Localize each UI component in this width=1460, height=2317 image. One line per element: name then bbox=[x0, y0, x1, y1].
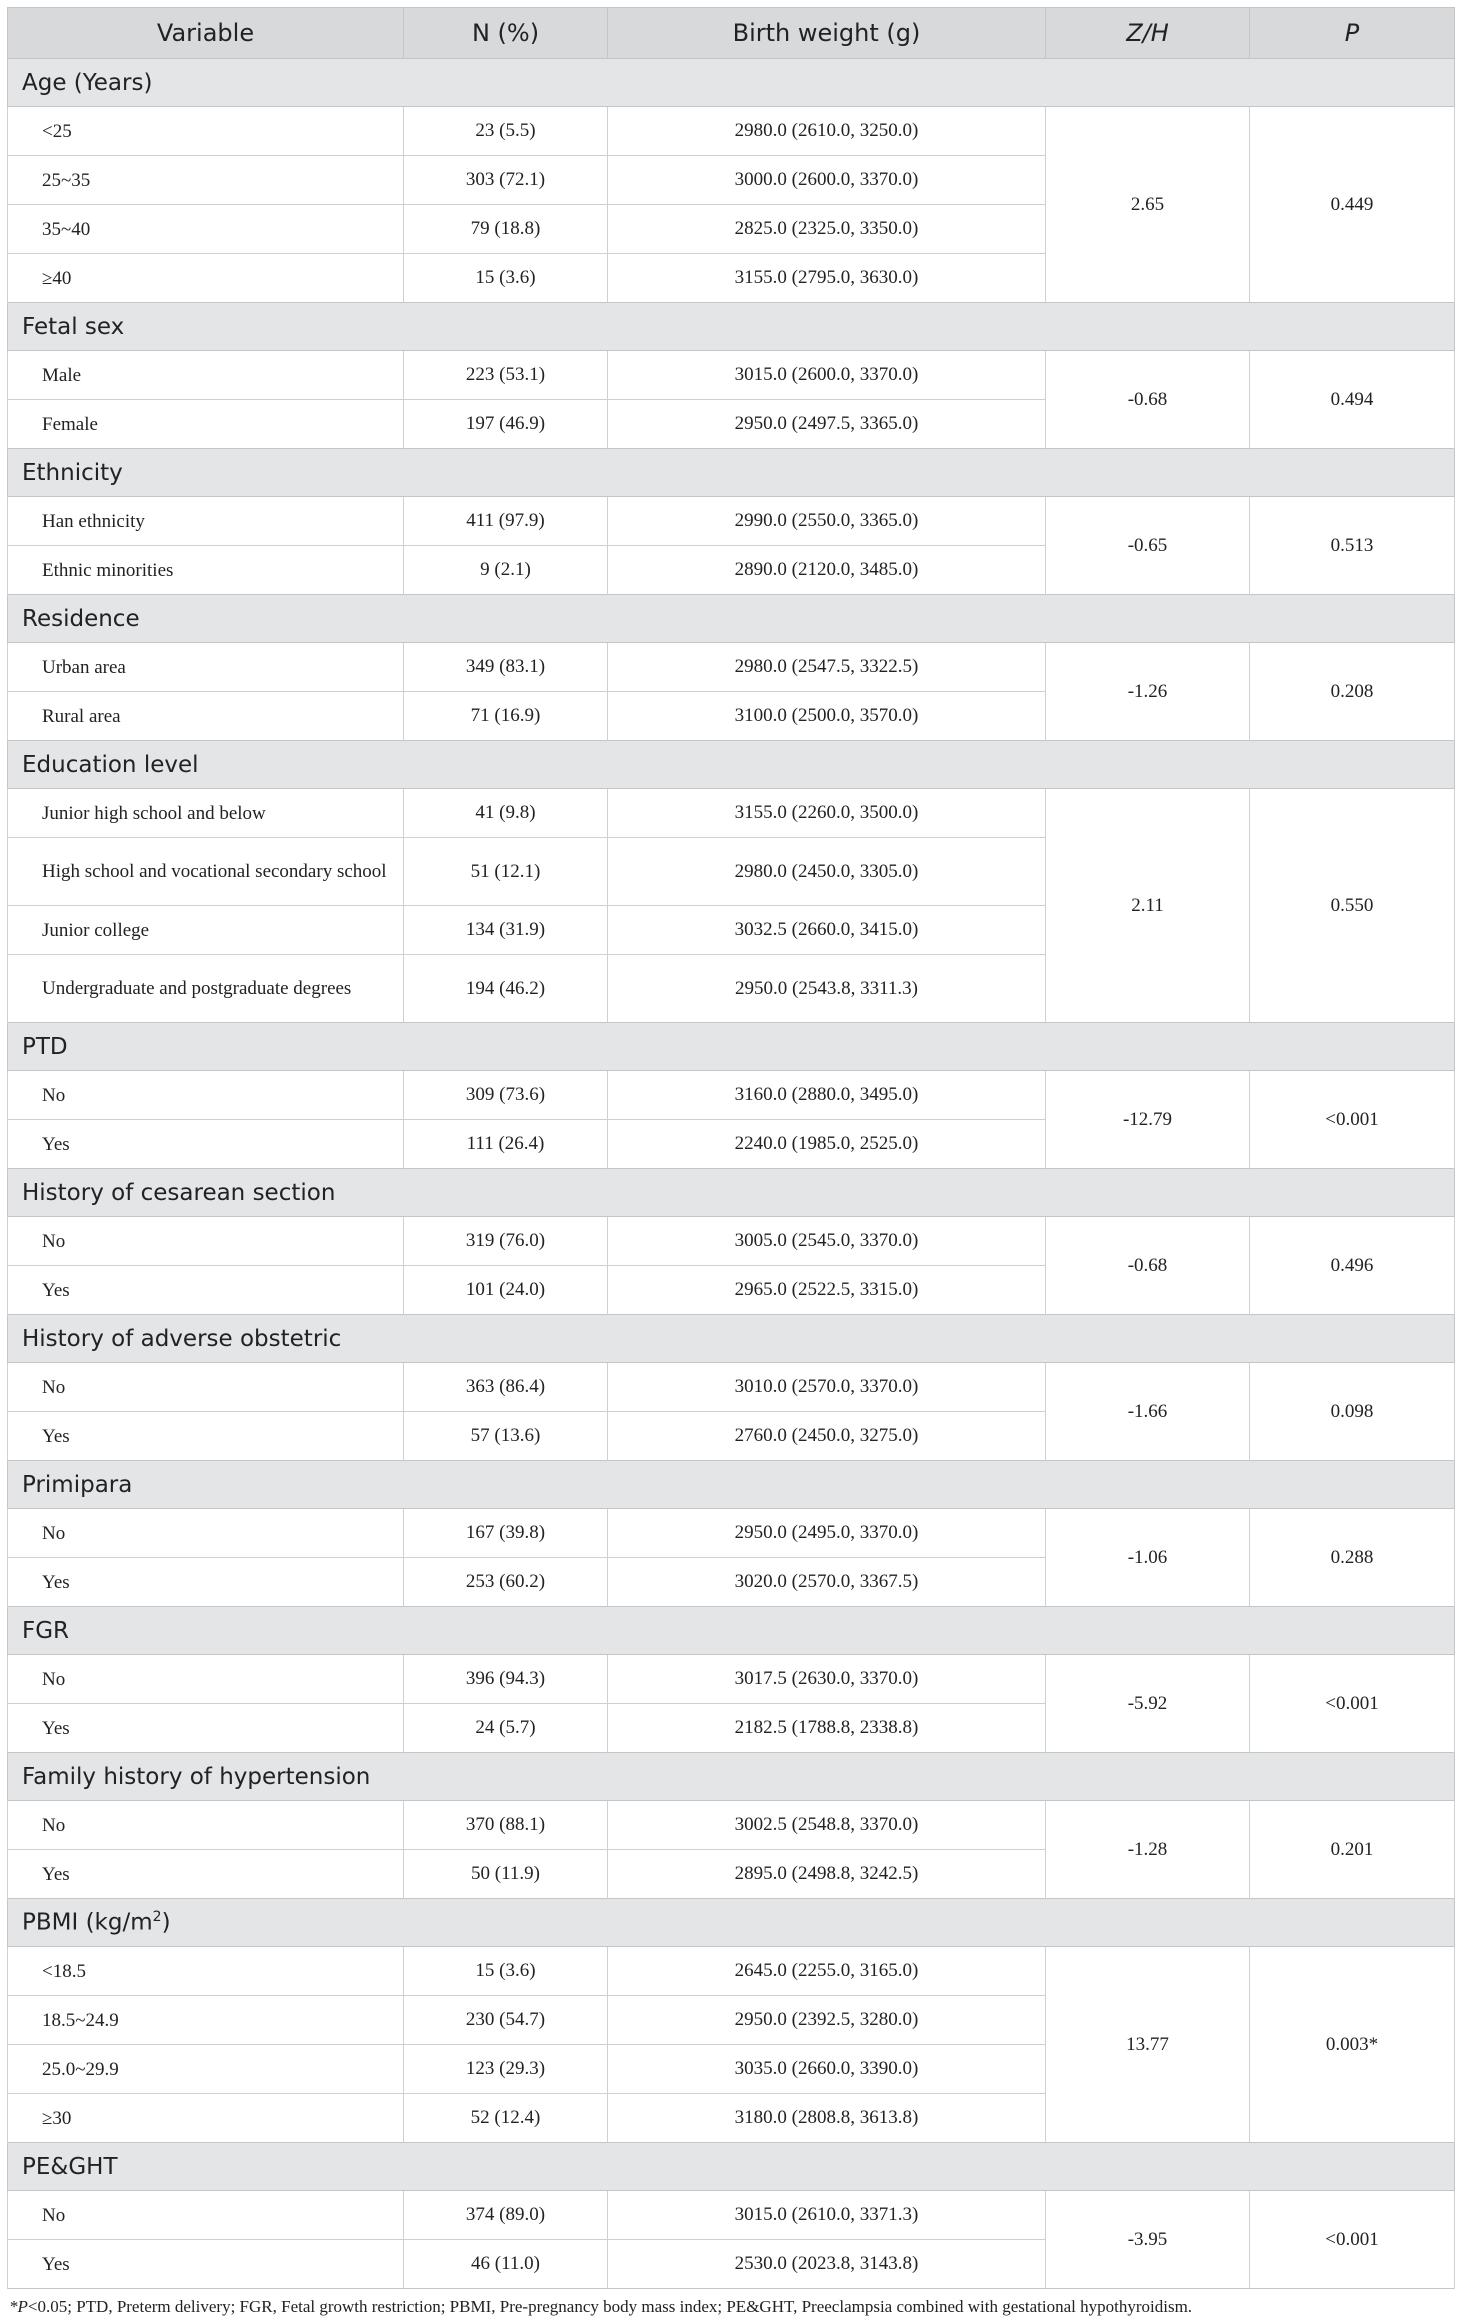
row-label: <25 bbox=[8, 107, 404, 156]
row-birth-weight: 2980.0 (2610.0, 3250.0) bbox=[608, 107, 1046, 156]
row-label: No bbox=[8, 1801, 404, 1850]
row-n-percent: 51 (12.1) bbox=[404, 838, 608, 906]
row-label: No bbox=[8, 1655, 404, 1704]
row-label: Undergraduate and postgraduate degrees bbox=[8, 955, 404, 1023]
row-label: Yes bbox=[8, 2240, 404, 2289]
group-p-value: 0.201 bbox=[1250, 1801, 1455, 1899]
row-birth-weight: 2950.0 (2495.0, 3370.0) bbox=[608, 1509, 1046, 1558]
row-n-percent: 303 (72.1) bbox=[404, 156, 608, 205]
row-birth-weight: 3155.0 (2795.0, 3630.0) bbox=[608, 254, 1046, 303]
group-z-h-value: -0.65 bbox=[1046, 497, 1250, 595]
group-title-superscript: 2 bbox=[152, 1909, 162, 1926]
row-birth-weight: 2950.0 (2497.5, 3365.0) bbox=[608, 400, 1046, 449]
group-row bbox=[8, 595, 1455, 643]
header-p: P bbox=[1250, 8, 1455, 59]
group-title bbox=[8, 303, 1455, 351]
row-label: Female bbox=[8, 400, 404, 449]
row-n-percent: 194 (46.2) bbox=[404, 955, 608, 1023]
table-row bbox=[8, 643, 1455, 692]
row-label: 35~40 bbox=[8, 205, 404, 254]
row-n-percent: 111 (26.4) bbox=[404, 1120, 608, 1169]
header-n: N (%) bbox=[404, 8, 608, 59]
row-label: Urban area bbox=[8, 643, 404, 692]
row-label: 25.0~29.9 bbox=[8, 2045, 404, 2094]
table-row bbox=[8, 789, 1455, 838]
row-birth-weight: 3000.0 (2600.0, 3370.0) bbox=[608, 156, 1046, 205]
row-n-percent: 309 (73.6) bbox=[404, 1071, 608, 1120]
row-label: Junior college bbox=[8, 906, 404, 955]
row-label: Ethnic minorities bbox=[8, 546, 404, 595]
group-p-value: 0.513 bbox=[1250, 497, 1455, 595]
group-z-h-value: -1.66 bbox=[1046, 1363, 1250, 1461]
row-birth-weight: 2980.0 (2450.0, 3305.0) bbox=[608, 838, 1046, 906]
row-label: Rural area bbox=[8, 692, 404, 741]
group-title bbox=[8, 1753, 1455, 1801]
group-title-text: Age (Years) bbox=[22, 69, 153, 96]
row-n-percent: 79 (18.8) bbox=[404, 205, 608, 254]
group-z-h-value: -5.92 bbox=[1046, 1655, 1250, 1753]
row-birth-weight: 3017.5 (2630.0, 3370.0) bbox=[608, 1655, 1046, 1704]
group-row bbox=[8, 2143, 1455, 2191]
group-p-value: <0.001 bbox=[1250, 1655, 1455, 1753]
row-n-percent: 363 (86.4) bbox=[404, 1363, 608, 1412]
row-n-percent: 396 (94.3) bbox=[404, 1655, 608, 1704]
table-row bbox=[8, 1509, 1455, 1558]
row-birth-weight: 2990.0 (2550.0, 3365.0) bbox=[608, 497, 1046, 546]
row-n-percent: 50 (11.9) bbox=[404, 1850, 608, 1899]
row-birth-weight: 2965.0 (2522.5, 3315.0) bbox=[608, 1266, 1046, 1315]
group-title-text: PTD bbox=[22, 1033, 68, 1060]
row-label: Han ethnicity bbox=[8, 497, 404, 546]
row-birth-weight: 3100.0 (2500.0, 3570.0) bbox=[608, 692, 1046, 741]
group-p-value: 0.098 bbox=[1250, 1363, 1455, 1461]
row-label: Yes bbox=[8, 1412, 404, 1461]
group-title-text: History of cesarean section bbox=[22, 1179, 336, 1206]
row-label: 18.5~24.9 bbox=[8, 1996, 404, 2045]
table-row bbox=[8, 351, 1455, 400]
row-n-percent: 411 (97.9) bbox=[404, 497, 608, 546]
group-z-h-value: -1.28 bbox=[1046, 1801, 1250, 1899]
table-row bbox=[8, 497, 1455, 546]
table-row bbox=[8, 1363, 1455, 1412]
row-birth-weight: 2240.0 (1985.0, 2525.0) bbox=[608, 1120, 1046, 1169]
group-z-h-value: 2.65 bbox=[1046, 107, 1250, 303]
group-title bbox=[8, 1607, 1455, 1655]
group-title bbox=[8, 59, 1455, 107]
group-title bbox=[8, 1461, 1455, 1509]
group-title-text: Fetal sex bbox=[22, 313, 125, 340]
row-birth-weight: 3155.0 (2260.0, 3500.0) bbox=[608, 789, 1046, 838]
row-n-percent: 15 (3.6) bbox=[404, 254, 608, 303]
row-n-percent: 167 (39.8) bbox=[404, 1509, 608, 1558]
group-p-value: <0.001 bbox=[1250, 1071, 1455, 1169]
row-birth-weight: 3005.0 (2545.0, 3370.0) bbox=[608, 1217, 1046, 1266]
row-label: High school and vocational secondary school bbox=[8, 838, 404, 906]
row-birth-weight: 3035.0 (2660.0, 3390.0) bbox=[608, 2045, 1046, 2094]
row-birth-weight: 2645.0 (2255.0, 3165.0) bbox=[608, 1947, 1046, 1996]
row-label: No bbox=[8, 2191, 404, 2240]
row-birth-weight: 3160.0 (2880.0, 3495.0) bbox=[608, 1071, 1046, 1120]
table-row bbox=[8, 1071, 1455, 1120]
group-row bbox=[8, 449, 1455, 497]
header-birth-weight: Birth weight (g) bbox=[608, 8, 1046, 59]
row-birth-weight: 2895.0 (2498.8, 3242.5) bbox=[608, 1850, 1046, 1899]
row-n-percent: 41 (9.8) bbox=[404, 789, 608, 838]
group-title-text: FGR bbox=[22, 1617, 70, 1644]
row-n-percent: 123 (29.3) bbox=[404, 2045, 608, 2094]
row-label: ≥40 bbox=[8, 254, 404, 303]
group-row bbox=[8, 1753, 1455, 1801]
group-p-value: 0.494 bbox=[1250, 351, 1455, 449]
table-body bbox=[8, 59, 1455, 2289]
group-p-value: <0.001 bbox=[1250, 2191, 1455, 2289]
row-label: Yes bbox=[8, 1120, 404, 1169]
group-title-text: Family history of hypertension bbox=[22, 1763, 371, 1790]
header-z-h: Z/H bbox=[1046, 8, 1250, 59]
group-row bbox=[8, 1607, 1455, 1655]
footnote-p: *P bbox=[9, 2297, 28, 2316]
row-label: Yes bbox=[8, 1266, 404, 1315]
row-label: Yes bbox=[8, 1850, 404, 1899]
group-title bbox=[8, 449, 1455, 497]
row-birth-weight: 3032.5 (2660.0, 3415.0) bbox=[608, 906, 1046, 955]
footnote-text: <0.05; PTD, Preterm delivery; FGR, Fetal growth restriction; PBMI, Pre-pregnancy body mass index; PE&GHT, Preeclampsia combined with gestational hypothyroidism. bbox=[27, 2297, 1193, 2316]
table-row bbox=[8, 1947, 1455, 1996]
group-z-h-value: -3.95 bbox=[1046, 2191, 1250, 2289]
row-n-percent: 52 (12.4) bbox=[404, 2094, 608, 2143]
group-title-text: History of adverse obstetric bbox=[22, 1325, 342, 1352]
row-label: <18.5 bbox=[8, 1947, 404, 1996]
row-label: Junior high school and below bbox=[8, 789, 404, 838]
table-container bbox=[7, 7, 1454, 2317]
row-label: No bbox=[8, 1509, 404, 1558]
group-title bbox=[8, 1899, 1455, 1947]
group-row bbox=[8, 59, 1455, 107]
row-n-percent: 223 (53.1) bbox=[404, 351, 608, 400]
header-variable: Variable bbox=[8, 8, 404, 59]
group-row bbox=[8, 1315, 1455, 1363]
group-z-h-value: 13.77 bbox=[1046, 1947, 1250, 2143]
row-birth-weight: 3180.0 (2808.8, 3613.8) bbox=[608, 2094, 1046, 2143]
group-row bbox=[8, 741, 1455, 789]
header-row bbox=[8, 8, 1455, 59]
row-n-percent: 24 (5.7) bbox=[404, 1704, 608, 1753]
group-p-value: 0.288 bbox=[1250, 1509, 1455, 1607]
table-row bbox=[8, 107, 1455, 156]
row-birth-weight: 3015.0 (2610.0, 3371.3) bbox=[608, 2191, 1046, 2240]
group-title-text: Primipara bbox=[22, 1471, 133, 1498]
group-title bbox=[8, 595, 1455, 643]
data-table bbox=[7, 7, 1455, 2289]
row-n-percent: 374 (89.0) bbox=[404, 2191, 608, 2240]
group-z-h-value: -0.68 bbox=[1046, 351, 1250, 449]
group-z-h-value: -1.26 bbox=[1046, 643, 1250, 741]
group-title-text: PE&GHT bbox=[22, 2153, 118, 2180]
row-birth-weight: 2950.0 (2392.5, 3280.0) bbox=[608, 1996, 1046, 2045]
group-row bbox=[8, 303, 1455, 351]
row-label: No bbox=[8, 1217, 404, 1266]
group-row bbox=[8, 1023, 1455, 1071]
group-title bbox=[8, 1315, 1455, 1363]
row-birth-weight: 3002.5 (2548.8, 3370.0) bbox=[608, 1801, 1046, 1850]
group-row bbox=[8, 1461, 1455, 1509]
row-n-percent: 349 (83.1) bbox=[404, 643, 608, 692]
row-label: Yes bbox=[8, 1704, 404, 1753]
group-p-value: 0.449 bbox=[1250, 107, 1455, 303]
row-birth-weight: 2825.0 (2325.0, 3350.0) bbox=[608, 205, 1046, 254]
group-p-value: 0.496 bbox=[1250, 1217, 1455, 1315]
group-p-value: 0.550 bbox=[1250, 789, 1455, 1023]
row-birth-weight: 2530.0 (2023.8, 3143.8) bbox=[608, 2240, 1046, 2289]
group-title bbox=[8, 741, 1455, 789]
footnote bbox=[7, 2297, 1454, 2317]
row-label: Male bbox=[8, 351, 404, 400]
row-n-percent: 23 (5.5) bbox=[404, 107, 608, 156]
table-row bbox=[8, 1217, 1455, 1266]
group-title bbox=[8, 1023, 1455, 1071]
row-birth-weight: 3010.0 (2570.0, 3370.0) bbox=[608, 1363, 1046, 1412]
group-title-text: Education level bbox=[22, 751, 199, 778]
group-title bbox=[8, 2143, 1455, 2191]
row-n-percent: 253 (60.2) bbox=[404, 1558, 608, 1607]
row-birth-weight: 2182.5 (1788.8, 2338.8) bbox=[608, 1704, 1046, 1753]
row-label: ≥30 bbox=[8, 2094, 404, 2143]
row-birth-weight: 2760.0 (2450.0, 3275.0) bbox=[608, 1412, 1046, 1461]
row-n-percent: 46 (11.0) bbox=[404, 2240, 608, 2289]
row-birth-weight: 3020.0 (2570.0, 3367.5) bbox=[608, 1558, 1046, 1607]
row-n-percent: 370 (88.1) bbox=[404, 1801, 608, 1850]
group-row bbox=[8, 1169, 1455, 1217]
table-row bbox=[8, 1801, 1455, 1850]
table-row bbox=[8, 1655, 1455, 1704]
row-label: 25~35 bbox=[8, 156, 404, 205]
group-p-value: 0.003* bbox=[1250, 1947, 1455, 2143]
group-z-h-value: -0.68 bbox=[1046, 1217, 1250, 1315]
group-z-h-value: 2.11 bbox=[1046, 789, 1250, 1023]
row-n-percent: 101 (24.0) bbox=[404, 1266, 608, 1315]
group-title-text: PBMI (kg/m bbox=[22, 1909, 153, 1936]
group-z-h-value: -1.06 bbox=[1046, 1509, 1250, 1607]
group-p-value: 0.208 bbox=[1250, 643, 1455, 741]
row-label: Yes bbox=[8, 1558, 404, 1607]
row-n-percent: 15 (3.6) bbox=[404, 1947, 608, 1996]
row-label: No bbox=[8, 1363, 404, 1412]
table-row bbox=[8, 2191, 1455, 2240]
row-n-percent: 197 (46.9) bbox=[404, 400, 608, 449]
group-title-text: Ethnicity bbox=[22, 459, 123, 486]
row-n-percent: 134 (31.9) bbox=[404, 906, 608, 955]
row-birth-weight: 2950.0 (2543.8, 3311.3) bbox=[608, 955, 1046, 1023]
row-n-percent: 9 (2.1) bbox=[404, 546, 608, 595]
row-birth-weight: 3015.0 (2600.0, 3370.0) bbox=[608, 351, 1046, 400]
row-n-percent: 319 (76.0) bbox=[404, 1217, 608, 1266]
row-n-percent: 230 (54.7) bbox=[404, 1996, 608, 2045]
row-birth-weight: 2890.0 (2120.0, 3485.0) bbox=[608, 546, 1046, 595]
row-label: No bbox=[8, 1071, 404, 1120]
row-n-percent: 71 (16.9) bbox=[404, 692, 608, 741]
group-z-h-value: -12.79 bbox=[1046, 1071, 1250, 1169]
row-n-percent: 57 (13.6) bbox=[404, 1412, 608, 1461]
group-title bbox=[8, 1169, 1455, 1217]
group-title-text: Residence bbox=[22, 605, 140, 632]
group-row bbox=[8, 1899, 1455, 1947]
group-title-end: ) bbox=[161, 1909, 171, 1936]
row-birth-weight: 2980.0 (2547.5, 3322.5) bbox=[608, 643, 1046, 692]
